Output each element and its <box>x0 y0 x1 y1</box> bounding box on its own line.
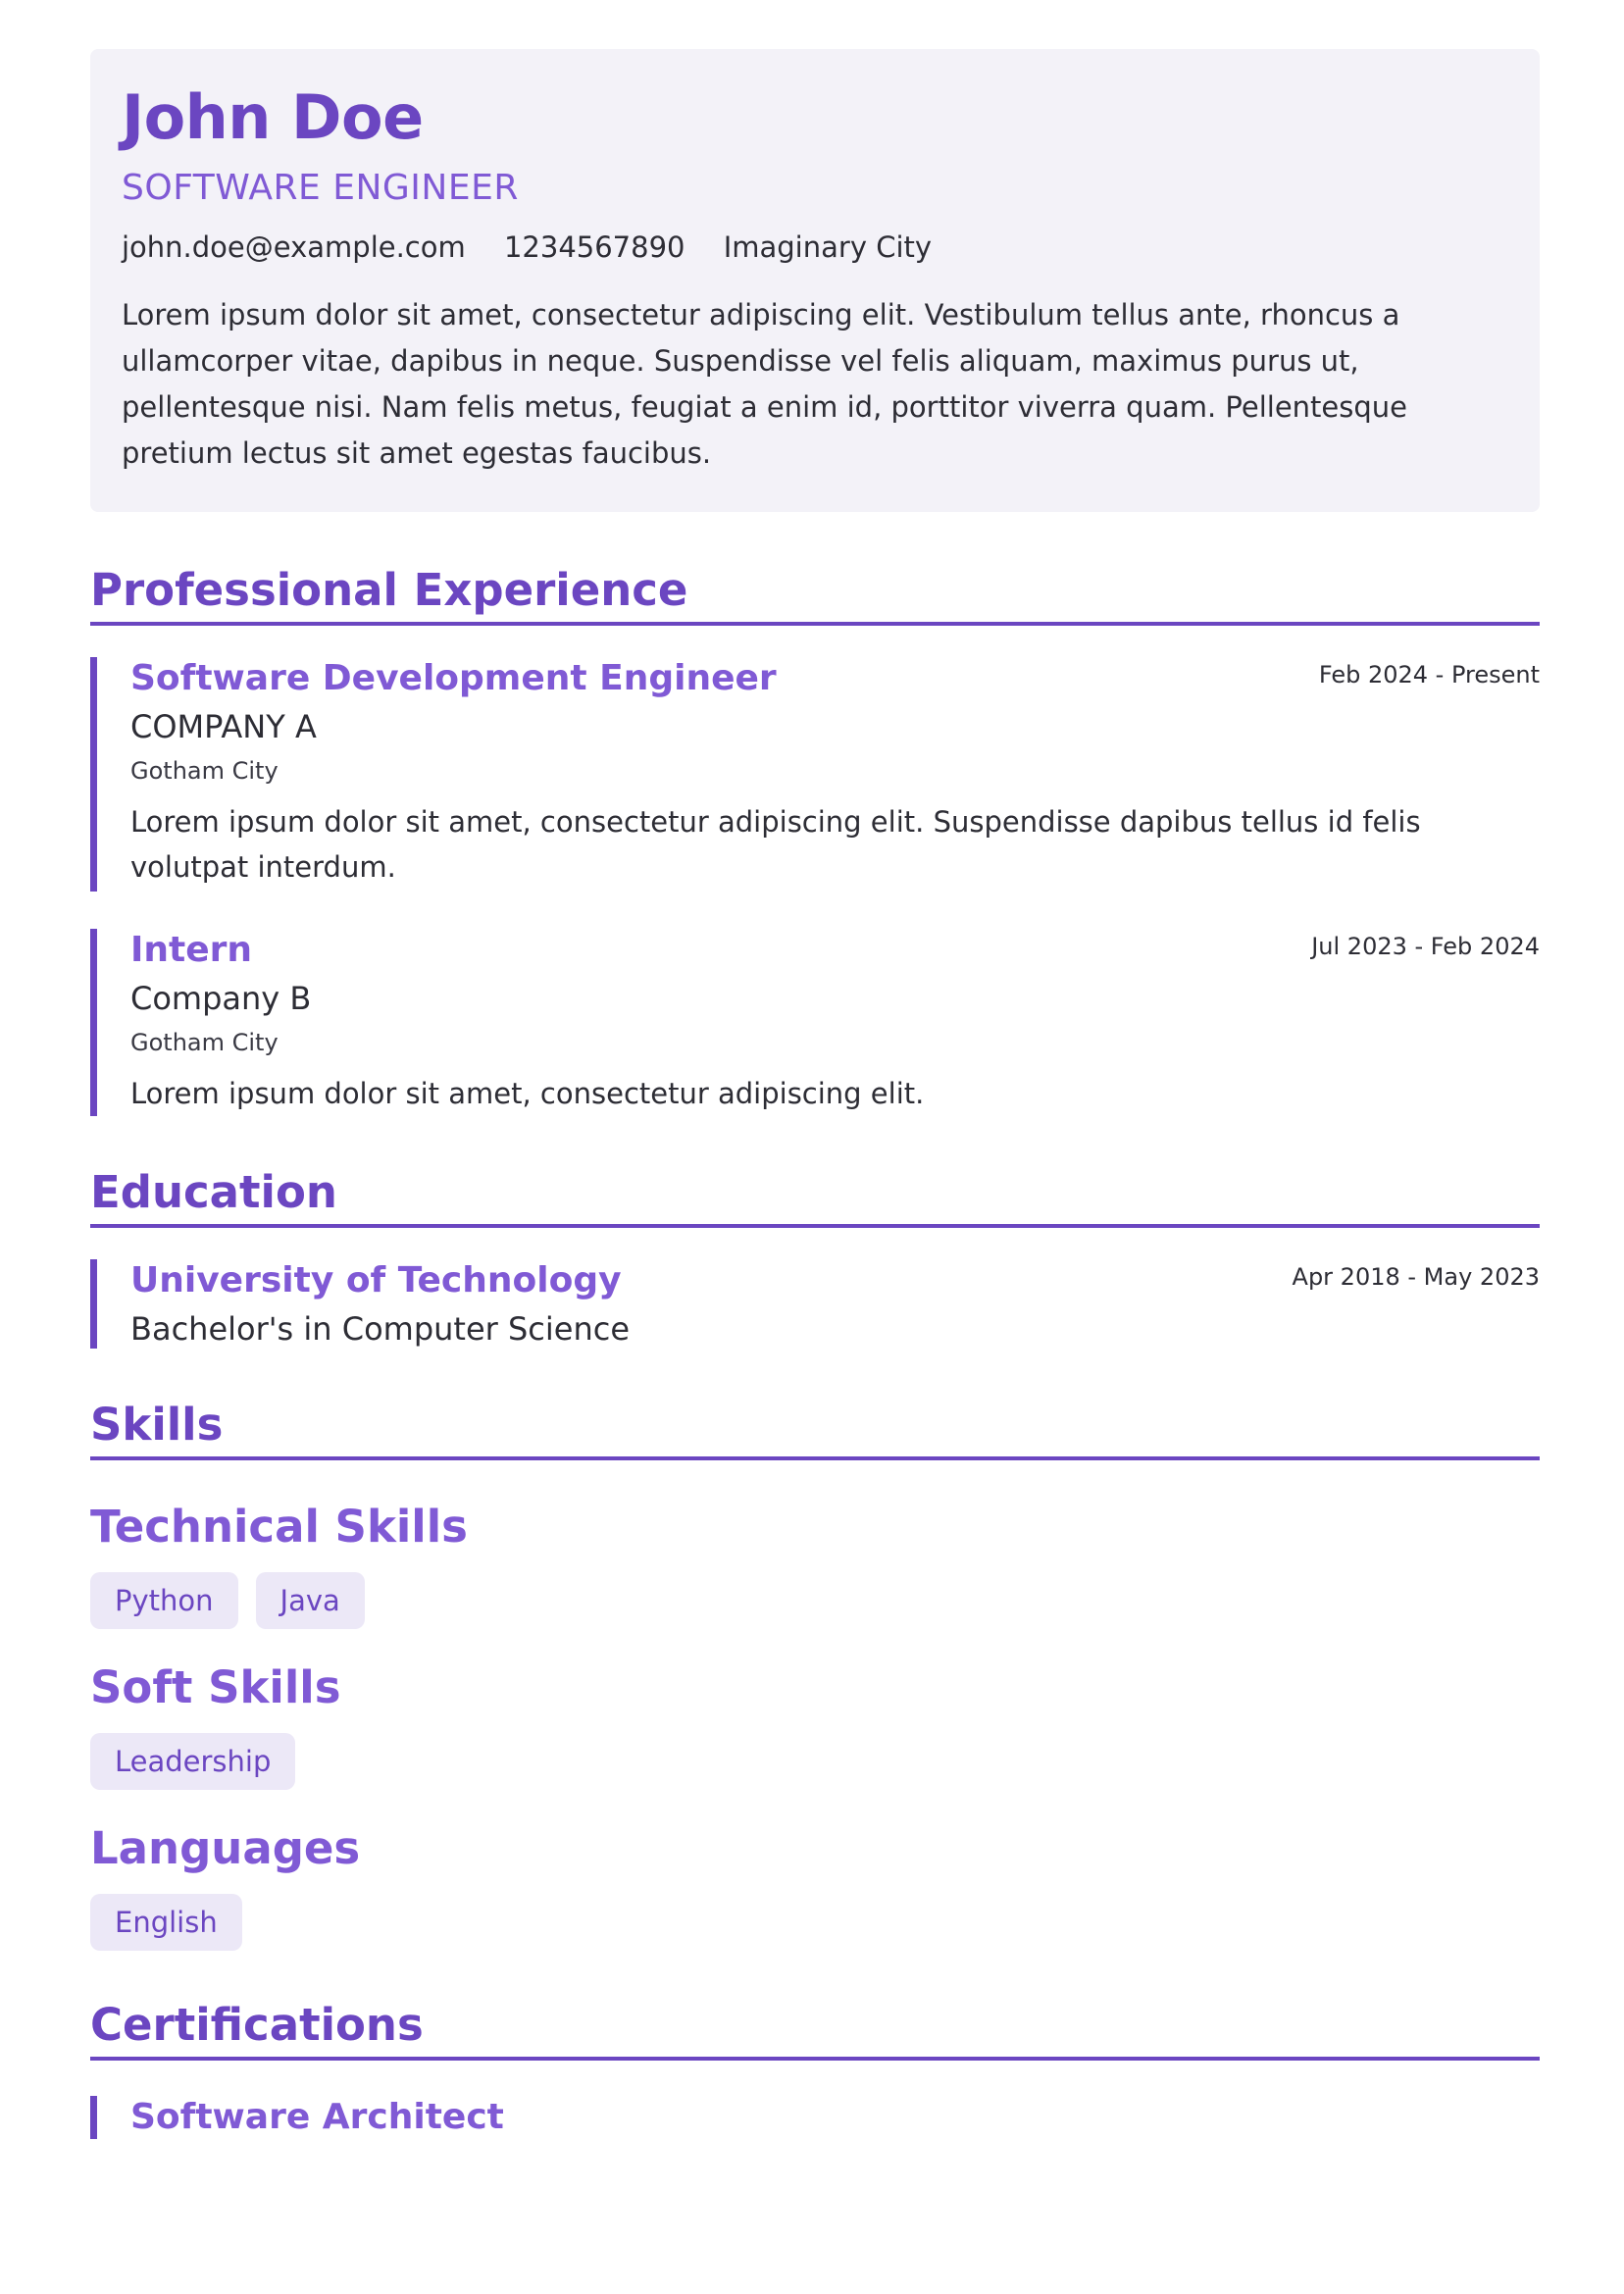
education-institution: University of Technology <box>130 1260 622 1300</box>
certification-entry <box>90 2096 1540 2139</box>
candidate-role: SOFTWARE ENGINEER <box>122 168 519 208</box>
experience-job-title: Software Development Engineer <box>130 658 777 698</box>
contact-email[interactable]: john.doe@example.com <box>122 230 466 264</box>
experience-description: Lorem ipsum dolor sit amet, consectetur adipiscing elit. Suspendisse dapibus tellus id felis volutpat interdum. <box>130 805 1421 884</box>
certifications-section <box>90 1998 1540 2139</box>
skill-tags <box>90 1894 1540 1951</box>
contact-info <box>122 229 1508 265</box>
skill-group-title: Technical Skills <box>90 1501 468 1553</box>
education-dates: Apr 2018 - May 2023 <box>1292 1263 1540 1291</box>
skills-section <box>90 1398 1540 1951</box>
experience-location: Gotham City <box>130 1029 279 1056</box>
candidate-name: John Doe <box>122 81 424 153</box>
section-title-skills: Skills <box>90 1398 1540 1460</box>
section-title-certifications: Certifications <box>90 1998 1540 2061</box>
experience-entry <box>90 657 1540 892</box>
skill-group-technical <box>90 1500 1540 1629</box>
experience-job-title: Intern <box>130 930 253 970</box>
experience-company: Company B <box>130 980 312 1017</box>
education-degree: Bachelor's in Computer Science <box>130 1310 631 1348</box>
skill-tag: Java <box>256 1572 365 1629</box>
contact-location: Imaginary City <box>723 230 933 264</box>
experience-dates: Jul 2023 - Feb 2024 <box>1311 933 1540 960</box>
skill-group-languages <box>90 1821 1540 1951</box>
skill-tag: Python <box>90 1572 238 1629</box>
resume-header <box>90 49 1540 512</box>
experience-dates: Feb 2024 - Present <box>1318 661 1540 688</box>
experience-section <box>90 563 1540 1116</box>
summary-text: Lorem ipsum dolor sit amet, consectetur adipiscing elit. Vestibulum tellus ante, rhoncus a ullamcorper vitae, dapibus in neque. Suspendisse vel felis aliquam, maximus purus ut, pellentesque nisi. Nam felis metus, feugiat a enim id, porttitor viverra quam. Pellentesque pretium lectus sit amet egestas faucibus. <box>122 298 1408 470</box>
skill-tag: Leadership <box>90 1733 295 1790</box>
section-title-education: Education <box>90 1165 1540 1228</box>
skill-tag: English <box>90 1894 242 1951</box>
education-section <box>90 1165 1540 1349</box>
experience-description: Lorem ipsum dolor sit amet, consectetur adipiscing elit. <box>130 1077 925 1110</box>
skill-group-title: Languages <box>90 1822 361 1874</box>
skill-tags <box>90 1572 1540 1629</box>
resume-page <box>90 49 1540 2139</box>
experience-location: Gotham City <box>130 757 279 785</box>
experience-company: COMPANY A <box>130 708 317 745</box>
contact-phone[interactable]: 1234567890 <box>503 230 685 264</box>
skill-group-soft <box>90 1660 1540 1790</box>
skill-group-title: Soft Skills <box>90 1661 341 1713</box>
experience-entry <box>90 929 1540 1116</box>
certification-name: Software Architect <box>130 2097 504 2137</box>
education-entry <box>90 1259 1540 1349</box>
skill-tags <box>90 1733 1540 1790</box>
section-title-experience: Professional Experience <box>90 563 1540 626</box>
